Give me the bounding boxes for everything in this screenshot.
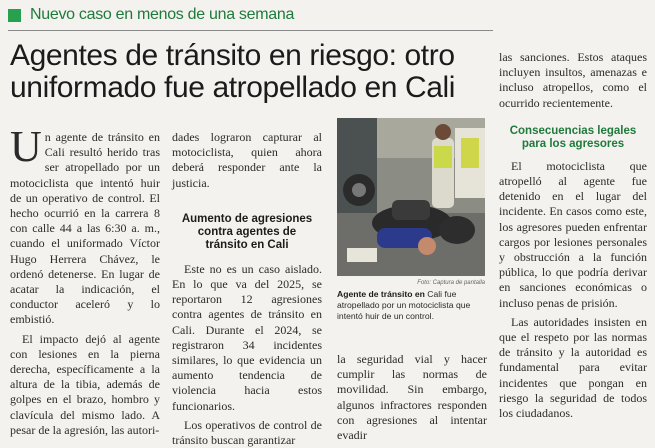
- paragraph-text: Las autoridades insisten en que el respeto por las normas de tránsito y la autoridad es fundamental para evitar incidentes que pongan en riesgo la seguridad de todos los ciudadanos.: [499, 314, 647, 421]
- divider: [8, 30, 493, 31]
- section-kicker: [8, 6, 294, 24]
- drop-cap: U: [10, 122, 42, 171]
- headline: [10, 40, 495, 104]
- accident-photo: [337, 118, 485, 276]
- subheading: Aumento de agresiones contra agentes de tránsito en Cali: [181, 212, 313, 251]
- paragraph: [172, 262, 322, 414]
- paragraph: [10, 332, 160, 438]
- headline-line-2: uniformado fue atropellado en Cali: [10, 71, 456, 104]
- paragraph-text: Los operativos de control de tránsito buscan garantizar: [172, 417, 322, 448]
- kicker-text: Nuevo caso en menos de una semana: [30, 6, 295, 23]
- paragraph-text: n agente de tránsito en Cali resultó herido tras ser atropellado por un motociclista que intentó huir de un operativo de control. El hecho ocurrió en la carrera 8 con calle 44 a las 6:30 a. m., cuando el uniformado Víctor Hugo Herrera Chávez, le ordenó detenerse. En lugar de acatar la indicación, el conductor aceleró y lo embistió.: [10, 130, 160, 327]
- caption-text: Cali fue atropellado por un motociclista que intentó huir de un control.: [337, 289, 471, 321]
- paragraph-text: dades lograron capturar al motociclista, quien ahora deberá responder ante la justicia.: [172, 130, 322, 190]
- paragraph-text: la seguridad vial y hacer cumplir las normas de movilidad. Sin embargo, algunos infractores responden con agresiones al intentar evadir: [337, 352, 487, 443]
- article-column-4: [499, 50, 647, 421]
- paragraph: [499, 50, 647, 111]
- paragraph: [172, 418, 322, 448]
- paragraph-text: El motociclista que atropelló al agente fue detenido en el lugar del incidente. En casos como este, los agresores pueden enfrentar cargos por lesiones personales y obstrucción a la función pública, lo que podría derivar en sanciones económicas o incluso penas de prisión.: [499, 158, 647, 310]
- article-column-1: [10, 122, 160, 438]
- paragraph: [499, 159, 647, 311]
- paragraph: [499, 315, 647, 421]
- photo-credit: Foto: Captura de pantalla: [417, 280, 485, 286]
- paragraph-text: El impacto dejó al agente con lesiones en la pierna derecha, específicamente a la altura de la tibia, además de golpes en el brazo, hombro y clavícula del mismo lado. A pesar de la agresión, las autori-: [10, 331, 160, 437]
- paragraph-text: Este no es un caso aislado. En lo que va del 2025, se reportaron 12 agresiones contra agentes de tránsito en Cali. Durante el 2024, se registraron 34 incidentes similares, lo que evidencia un aumento tendencia de violencia hacia estos funcionarios.: [172, 261, 322, 413]
- headline-line-1: Agentes de tránsito en riesgo: otro: [10, 39, 455, 72]
- caption-bold: Agente de tránsito en: [337, 289, 425, 299]
- photo-caption: [337, 289, 487, 322]
- article-column-3: [337, 352, 487, 443]
- green-square-icon: [8, 9, 21, 22]
- paragraph: [10, 122, 160, 328]
- article-column-2: [172, 130, 322, 448]
- paragraph: [172, 130, 322, 191]
- subheading: Consecuencias legales para los agresores: [509, 124, 637, 150]
- paragraph-text: las sanciones. Estos ataques incluyen insultos, amenazas e incluso atropellos, como el ocurrido recientemente.: [499, 50, 647, 110]
- photo-illustration: [337, 118, 485, 276]
- paragraph: [337, 352, 487, 443]
